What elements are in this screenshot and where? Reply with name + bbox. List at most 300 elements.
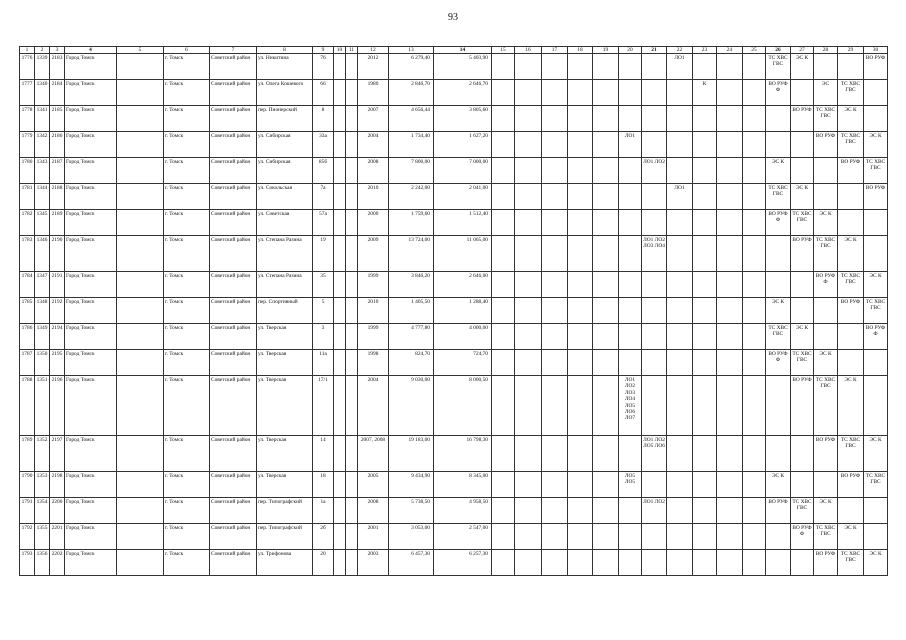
cell-col-21 [642, 324, 667, 350]
cell-col-1: 1789 [20, 436, 35, 472]
cell-col-13: 7 800,00 [389, 158, 434, 184]
cell-col-17 [542, 524, 568, 550]
cell-col-20 [619, 324, 642, 350]
cell-col-26 [766, 106, 791, 132]
cell-col-14: 8 000,50 [434, 376, 492, 436]
cell-col-23 [693, 350, 717, 376]
cell-col-24 [717, 80, 743, 106]
cell-col-26: ЭС К [766, 298, 791, 324]
cell-col-8: пер. Типографский [257, 498, 313, 524]
cell-col-28: ЭС К [814, 498, 838, 524]
cell-col-27: ЭС К [791, 184, 814, 210]
cell-col-9: 57а [313, 210, 334, 236]
cell-col-25 [743, 550, 766, 576]
cell-col-10 [334, 324, 346, 350]
cell-col-3: 2195 [50, 350, 65, 376]
cell-col-1: 1777 [20, 80, 35, 106]
table-row [20, 350, 888, 376]
column-header-18: 18 [568, 47, 593, 54]
cell-col-17 [542, 236, 568, 272]
cell-col-11 [346, 550, 358, 576]
cell-col-4: Город Томск [65, 272, 117, 298]
cell-col-18 [568, 436, 593, 472]
cell-col-7: Советский район [210, 472, 257, 498]
cell-col-16 [515, 80, 542, 106]
cell-col-18 [568, 210, 593, 236]
cell-col-3: 2189 [50, 210, 65, 236]
cell-col-25 [743, 324, 766, 350]
column-header-2: 2 [35, 47, 50, 54]
cell-col-27 [791, 272, 814, 298]
table-row [20, 106, 888, 132]
cell-col-6: г. Томск [164, 106, 210, 132]
cell-col-28: ТС ХВС ГВС [814, 106, 838, 132]
cell-col-11 [346, 158, 358, 184]
cell-col-26: ВО РУФ Ф [766, 80, 791, 106]
cell-col-5 [117, 80, 164, 106]
column-header-11: 11 [346, 47, 358, 54]
cell-col-16 [515, 272, 542, 298]
cell-col-11 [346, 184, 358, 210]
cell-col-1: 1783 [20, 236, 35, 272]
cell-col-8: ул. Трифонова [257, 550, 313, 576]
cell-col-10 [334, 54, 346, 80]
cell-col-9: 18 [313, 472, 334, 498]
cell-col-19 [593, 550, 619, 576]
column-header-4: 4 [65, 47, 117, 54]
cell-col-2: 1345 [35, 210, 50, 236]
table-row [20, 158, 888, 184]
cell-col-13: 9 030,00 [389, 376, 434, 436]
cell-col-11 [346, 54, 358, 80]
cell-col-20 [619, 106, 642, 132]
cell-col-19 [593, 184, 619, 210]
cell-col-26: ВО РУФ Ф [766, 350, 791, 376]
cell-col-15 [492, 106, 515, 132]
cell-col-5 [117, 324, 164, 350]
cell-col-29: ЭС К [838, 236, 864, 272]
cell-col-26: ЭС К [766, 158, 791, 184]
cell-col-2: 1356 [35, 550, 50, 576]
cell-col-8: ул. Тверская [257, 472, 313, 498]
cell-col-2: 1350 [35, 350, 50, 376]
cell-col-21 [642, 524, 667, 550]
cell-col-23 [693, 158, 717, 184]
cell-col-3: 2197 [50, 436, 65, 472]
cell-col-20 [619, 158, 642, 184]
cell-col-12: 1980 [358, 80, 389, 106]
table-row [20, 132, 888, 158]
cell-col-6: г. Томск [164, 472, 210, 498]
cell-col-1: 1781 [20, 184, 35, 210]
cell-col-30: ВО РУФ Ф [864, 324, 888, 350]
cell-col-13: 4 777,80 [389, 324, 434, 350]
cell-col-21: ЛО1 ЛО2 [642, 498, 667, 524]
cell-col-23 [693, 472, 717, 498]
cell-col-8: пер. Типографский [257, 524, 313, 550]
table-row [20, 376, 888, 436]
cell-col-30 [864, 80, 888, 106]
cell-col-19 [593, 80, 619, 106]
cell-col-24 [717, 550, 743, 576]
cell-col-12: 2012 [358, 54, 389, 80]
cell-col-16 [515, 184, 542, 210]
cell-col-13: 1 759,60 [389, 210, 434, 236]
cell-col-1: 1780 [20, 158, 35, 184]
cell-col-21 [642, 106, 667, 132]
cell-col-3: 2196 [50, 376, 65, 436]
cell-col-23 [693, 236, 717, 272]
cell-col-6: г. Томск [164, 324, 210, 350]
cell-col-4: Город Томск [65, 298, 117, 324]
cell-col-30: ВО РУФ [864, 184, 888, 210]
cell-col-21: ЛО1 ЛО2 ЛО5 ЛО6 [642, 436, 667, 472]
cell-col-3: 2184 [50, 80, 65, 106]
cell-col-8: ул. Никитина [257, 54, 313, 80]
cell-col-2: 1342 [35, 132, 50, 158]
cell-col-12: 2007, 2008 [358, 436, 389, 472]
cell-col-4: Город Томск [65, 550, 117, 576]
column-header-10: 10 [334, 47, 346, 54]
cell-col-25 [743, 472, 766, 498]
cell-col-24 [717, 106, 743, 132]
cell-col-14: 4 958,50 [434, 498, 492, 524]
cell-col-8: ул. Сибирская [257, 158, 313, 184]
cell-col-16 [515, 498, 542, 524]
column-header-6: 6 [164, 47, 210, 54]
cell-col-2: 1339 [35, 54, 50, 80]
cell-col-16 [515, 298, 542, 324]
cell-col-2: 1354 [35, 498, 50, 524]
cell-col-14: 724,70 [434, 350, 492, 376]
cell-col-7: Советский район [210, 436, 257, 472]
cell-col-28: ЭС К [814, 350, 838, 376]
cell-col-24 [717, 158, 743, 184]
cell-col-12: 2010 [358, 298, 389, 324]
cell-col-23 [693, 498, 717, 524]
cell-col-26 [766, 550, 791, 576]
cell-col-8: пер. Спортивный [257, 298, 313, 324]
cell-col-15 [492, 210, 515, 236]
cell-col-25 [743, 132, 766, 158]
cell-col-2: 1349 [35, 324, 50, 350]
cell-col-4: Город Томск [65, 524, 117, 550]
cell-col-19 [593, 436, 619, 472]
cell-col-9: 3 [313, 324, 334, 350]
cell-col-8: ул. Степана Разина [257, 272, 313, 298]
registry-table-container [19, 46, 888, 576]
cell-col-24 [717, 436, 743, 472]
column-header-7: 7 [210, 47, 257, 54]
cell-col-1: 1791 [20, 498, 35, 524]
cell-col-7: Советский район [210, 498, 257, 524]
cell-col-29: ЭС К [838, 376, 864, 436]
cell-col-30: ЭС К [864, 132, 888, 158]
cell-col-10 [334, 236, 346, 272]
cell-col-12: 2009 [358, 236, 389, 272]
cell-col-8: ул. Тверская [257, 436, 313, 472]
cell-col-20 [619, 184, 642, 210]
cell-col-21 [642, 132, 667, 158]
cell-col-9: 5 [313, 298, 334, 324]
cell-col-4: Город Томск [65, 472, 117, 498]
column-number-header [20, 47, 888, 54]
cell-col-25 [743, 106, 766, 132]
cell-col-27: ТС ХВС ГВС [791, 350, 814, 376]
cell-col-4: Город Томск [65, 350, 117, 376]
cell-col-1: 1793 [20, 550, 35, 576]
cell-col-6: г. Томск [164, 184, 210, 210]
cell-col-13: 1 734,40 [389, 132, 434, 158]
cell-col-13: 824,70 [389, 350, 434, 376]
cell-col-24 [717, 324, 743, 350]
cell-col-10 [334, 436, 346, 472]
cell-col-12: 1999 [358, 324, 389, 350]
cell-col-14: 2 547,00 [434, 524, 492, 550]
cell-col-13: 13 724,00 [389, 236, 434, 272]
cell-col-30 [864, 350, 888, 376]
cell-col-19 [593, 210, 619, 236]
cell-col-15 [492, 298, 515, 324]
cell-col-18 [568, 106, 593, 132]
cell-col-27 [791, 472, 814, 498]
cell-col-6: г. Томск [164, 498, 210, 524]
cell-col-20 [619, 210, 642, 236]
column-header-9: 9 [313, 47, 334, 54]
cell-col-6: г. Томск [164, 80, 210, 106]
cell-col-23 [693, 132, 717, 158]
cell-col-12: 2000 [358, 210, 389, 236]
cell-col-17 [542, 376, 568, 436]
cell-col-18 [568, 550, 593, 576]
cell-col-30: ВО РУФ [864, 54, 888, 80]
table-row [20, 298, 888, 324]
cell-col-10 [334, 272, 346, 298]
cell-col-19 [593, 298, 619, 324]
cell-col-24 [717, 350, 743, 376]
cell-col-14: 11 065,00 [434, 236, 492, 272]
cell-col-30 [864, 524, 888, 550]
cell-col-2: 1353 [35, 472, 50, 498]
cell-col-26: ТС ХВС ГВС [766, 54, 791, 80]
cell-col-28 [814, 472, 838, 498]
cell-col-10 [334, 184, 346, 210]
cell-col-3: 2200 [50, 498, 65, 524]
cell-col-19 [593, 324, 619, 350]
cell-col-14: 4 000,00 [434, 324, 492, 350]
cell-col-27: ТС ХВС ГВС [791, 210, 814, 236]
cell-col-19 [593, 132, 619, 158]
cell-col-1: 1776 [20, 54, 35, 80]
cell-col-29 [838, 498, 864, 524]
cell-col-3: 2186 [50, 132, 65, 158]
cell-col-26: ВО РУФ [766, 498, 791, 524]
cell-col-7: Советский район [210, 132, 257, 158]
cell-col-5 [117, 184, 164, 210]
cell-col-12: 2001 [358, 524, 389, 550]
cell-col-15 [492, 324, 515, 350]
cell-col-23 [693, 324, 717, 350]
cell-col-4: Город Томск [65, 324, 117, 350]
cell-col-3: 2202 [50, 550, 65, 576]
cell-col-12: 2008 [358, 498, 389, 524]
cell-col-18 [568, 376, 593, 436]
cell-col-26: ТС ХВС ГВС [766, 184, 791, 210]
cell-col-16 [515, 350, 542, 376]
cell-col-7: Советский район [210, 272, 257, 298]
cell-col-27: ЭС К [791, 324, 814, 350]
cell-col-20 [619, 80, 642, 106]
cell-col-22 [667, 132, 693, 158]
cell-col-1: 1784 [20, 272, 35, 298]
cell-col-17 [542, 298, 568, 324]
cell-col-15 [492, 158, 515, 184]
cell-col-10 [334, 498, 346, 524]
cell-col-17 [542, 550, 568, 576]
cell-col-29 [838, 210, 864, 236]
cell-col-29: ЭС К [838, 524, 864, 550]
cell-col-7: Советский район [210, 210, 257, 236]
column-header-1: 1 [20, 47, 35, 54]
cell-col-11 [346, 350, 358, 376]
cell-col-3: 2191 [50, 272, 65, 298]
cell-col-16 [515, 106, 542, 132]
cell-col-16 [515, 524, 542, 550]
cell-col-23 [693, 524, 717, 550]
cell-col-22 [667, 350, 693, 376]
cell-col-22 [667, 158, 693, 184]
cell-col-5 [117, 132, 164, 158]
column-header-21: 21 [642, 47, 667, 54]
cell-col-6: г. Томск [164, 376, 210, 436]
cell-col-28: ЭС К [814, 210, 838, 236]
cell-col-10 [334, 80, 346, 106]
cell-col-22 [667, 550, 693, 576]
cell-col-30 [864, 106, 888, 132]
cell-col-27: ТС ХВС ГВС [791, 498, 814, 524]
cell-col-2: 1347 [35, 272, 50, 298]
cell-col-30: ЭС К [864, 436, 888, 472]
cell-col-30 [864, 210, 888, 236]
cell-col-6: г. Томск [164, 524, 210, 550]
cell-col-12: 1999 [358, 272, 389, 298]
cell-col-9: 85б [313, 158, 334, 184]
cell-col-16 [515, 324, 542, 350]
cell-col-22: ЛО1 [667, 184, 693, 210]
cell-col-29: ТС ХВС ГВС [838, 436, 864, 472]
cell-col-26 [766, 436, 791, 472]
cell-col-5 [117, 376, 164, 436]
cell-col-20 [619, 550, 642, 576]
cell-col-9: 35 [313, 272, 334, 298]
column-header-30: 30 [864, 47, 888, 54]
cell-col-4: Город Томск [65, 158, 117, 184]
cell-col-30 [864, 376, 888, 436]
cell-col-11 [346, 376, 358, 436]
cell-col-25 [743, 236, 766, 272]
cell-col-4: Город Томск [65, 376, 117, 436]
cell-col-4: Город Томск [65, 80, 117, 106]
column-header-24: 24 [717, 47, 743, 54]
cell-col-1: 1790 [20, 472, 35, 498]
cell-col-7: Советский район [210, 376, 257, 436]
column-header-3: 3 [50, 47, 65, 54]
cell-col-11 [346, 80, 358, 106]
cell-col-26 [766, 376, 791, 436]
cell-col-17 [542, 184, 568, 210]
cell-col-14: 7 000,00 [434, 158, 492, 184]
cell-col-21 [642, 550, 667, 576]
cell-col-20 [619, 54, 642, 80]
cell-col-15 [492, 524, 515, 550]
cell-col-5 [117, 472, 164, 498]
cell-col-10 [334, 132, 346, 158]
cell-col-29 [838, 54, 864, 80]
cell-col-20 [619, 436, 642, 472]
cell-col-28 [814, 298, 838, 324]
cell-col-13: 9 434,90 [389, 472, 434, 498]
column-header-14: 14 [434, 47, 492, 54]
cell-col-9: 17/1 [313, 376, 334, 436]
cell-col-27: ВО РУФ [791, 236, 814, 272]
cell-col-23 [693, 376, 717, 436]
cell-col-19 [593, 236, 619, 272]
cell-col-28: ВО РУФ [814, 550, 838, 576]
cell-col-18 [568, 236, 593, 272]
cell-col-2: 1355 [35, 524, 50, 550]
cell-col-28: ВО РУФ [814, 132, 838, 158]
cell-col-26 [766, 272, 791, 298]
cell-col-11 [346, 436, 358, 472]
cell-col-18 [568, 80, 593, 106]
column-header-20: 20 [619, 47, 642, 54]
cell-col-17 [542, 498, 568, 524]
cell-col-18 [568, 298, 593, 324]
cell-col-9: 2б [313, 524, 334, 550]
cell-col-28 [814, 54, 838, 80]
cell-col-23 [693, 106, 717, 132]
cell-col-13: 19 183,00 [389, 436, 434, 472]
cell-col-24 [717, 54, 743, 80]
cell-col-13: 3 053,00 [389, 524, 434, 550]
cell-col-27: ВО РУФ [791, 106, 814, 132]
cell-col-12: 2004 [358, 376, 389, 436]
cell-col-5 [117, 436, 164, 472]
cell-col-12: 2010 [358, 184, 389, 210]
cell-col-30: ТС ХВС ГВС [864, 158, 888, 184]
cell-col-14: 5 403,90 [434, 54, 492, 80]
cell-col-4: Город Томск [65, 184, 117, 210]
cell-col-21 [642, 210, 667, 236]
cell-col-28: ВО РУФ Ф [814, 272, 838, 298]
cell-col-26 [766, 132, 791, 158]
cell-col-9: 1а [313, 498, 334, 524]
cell-col-8: ул. Сокольская [257, 184, 313, 210]
table-row [20, 272, 888, 298]
cell-col-27 [791, 436, 814, 472]
cell-col-22 [667, 272, 693, 298]
cell-col-25 [743, 376, 766, 436]
cell-col-7: Советский район [210, 54, 257, 80]
cell-col-7: Советский район [210, 550, 257, 576]
cell-col-5 [117, 498, 164, 524]
cell-col-17 [542, 324, 568, 350]
cell-col-23 [693, 298, 717, 324]
cell-col-12: 2007 [358, 106, 389, 132]
cell-col-10 [334, 376, 346, 436]
cell-col-19 [593, 498, 619, 524]
cell-col-26: ЭС К [766, 472, 791, 498]
